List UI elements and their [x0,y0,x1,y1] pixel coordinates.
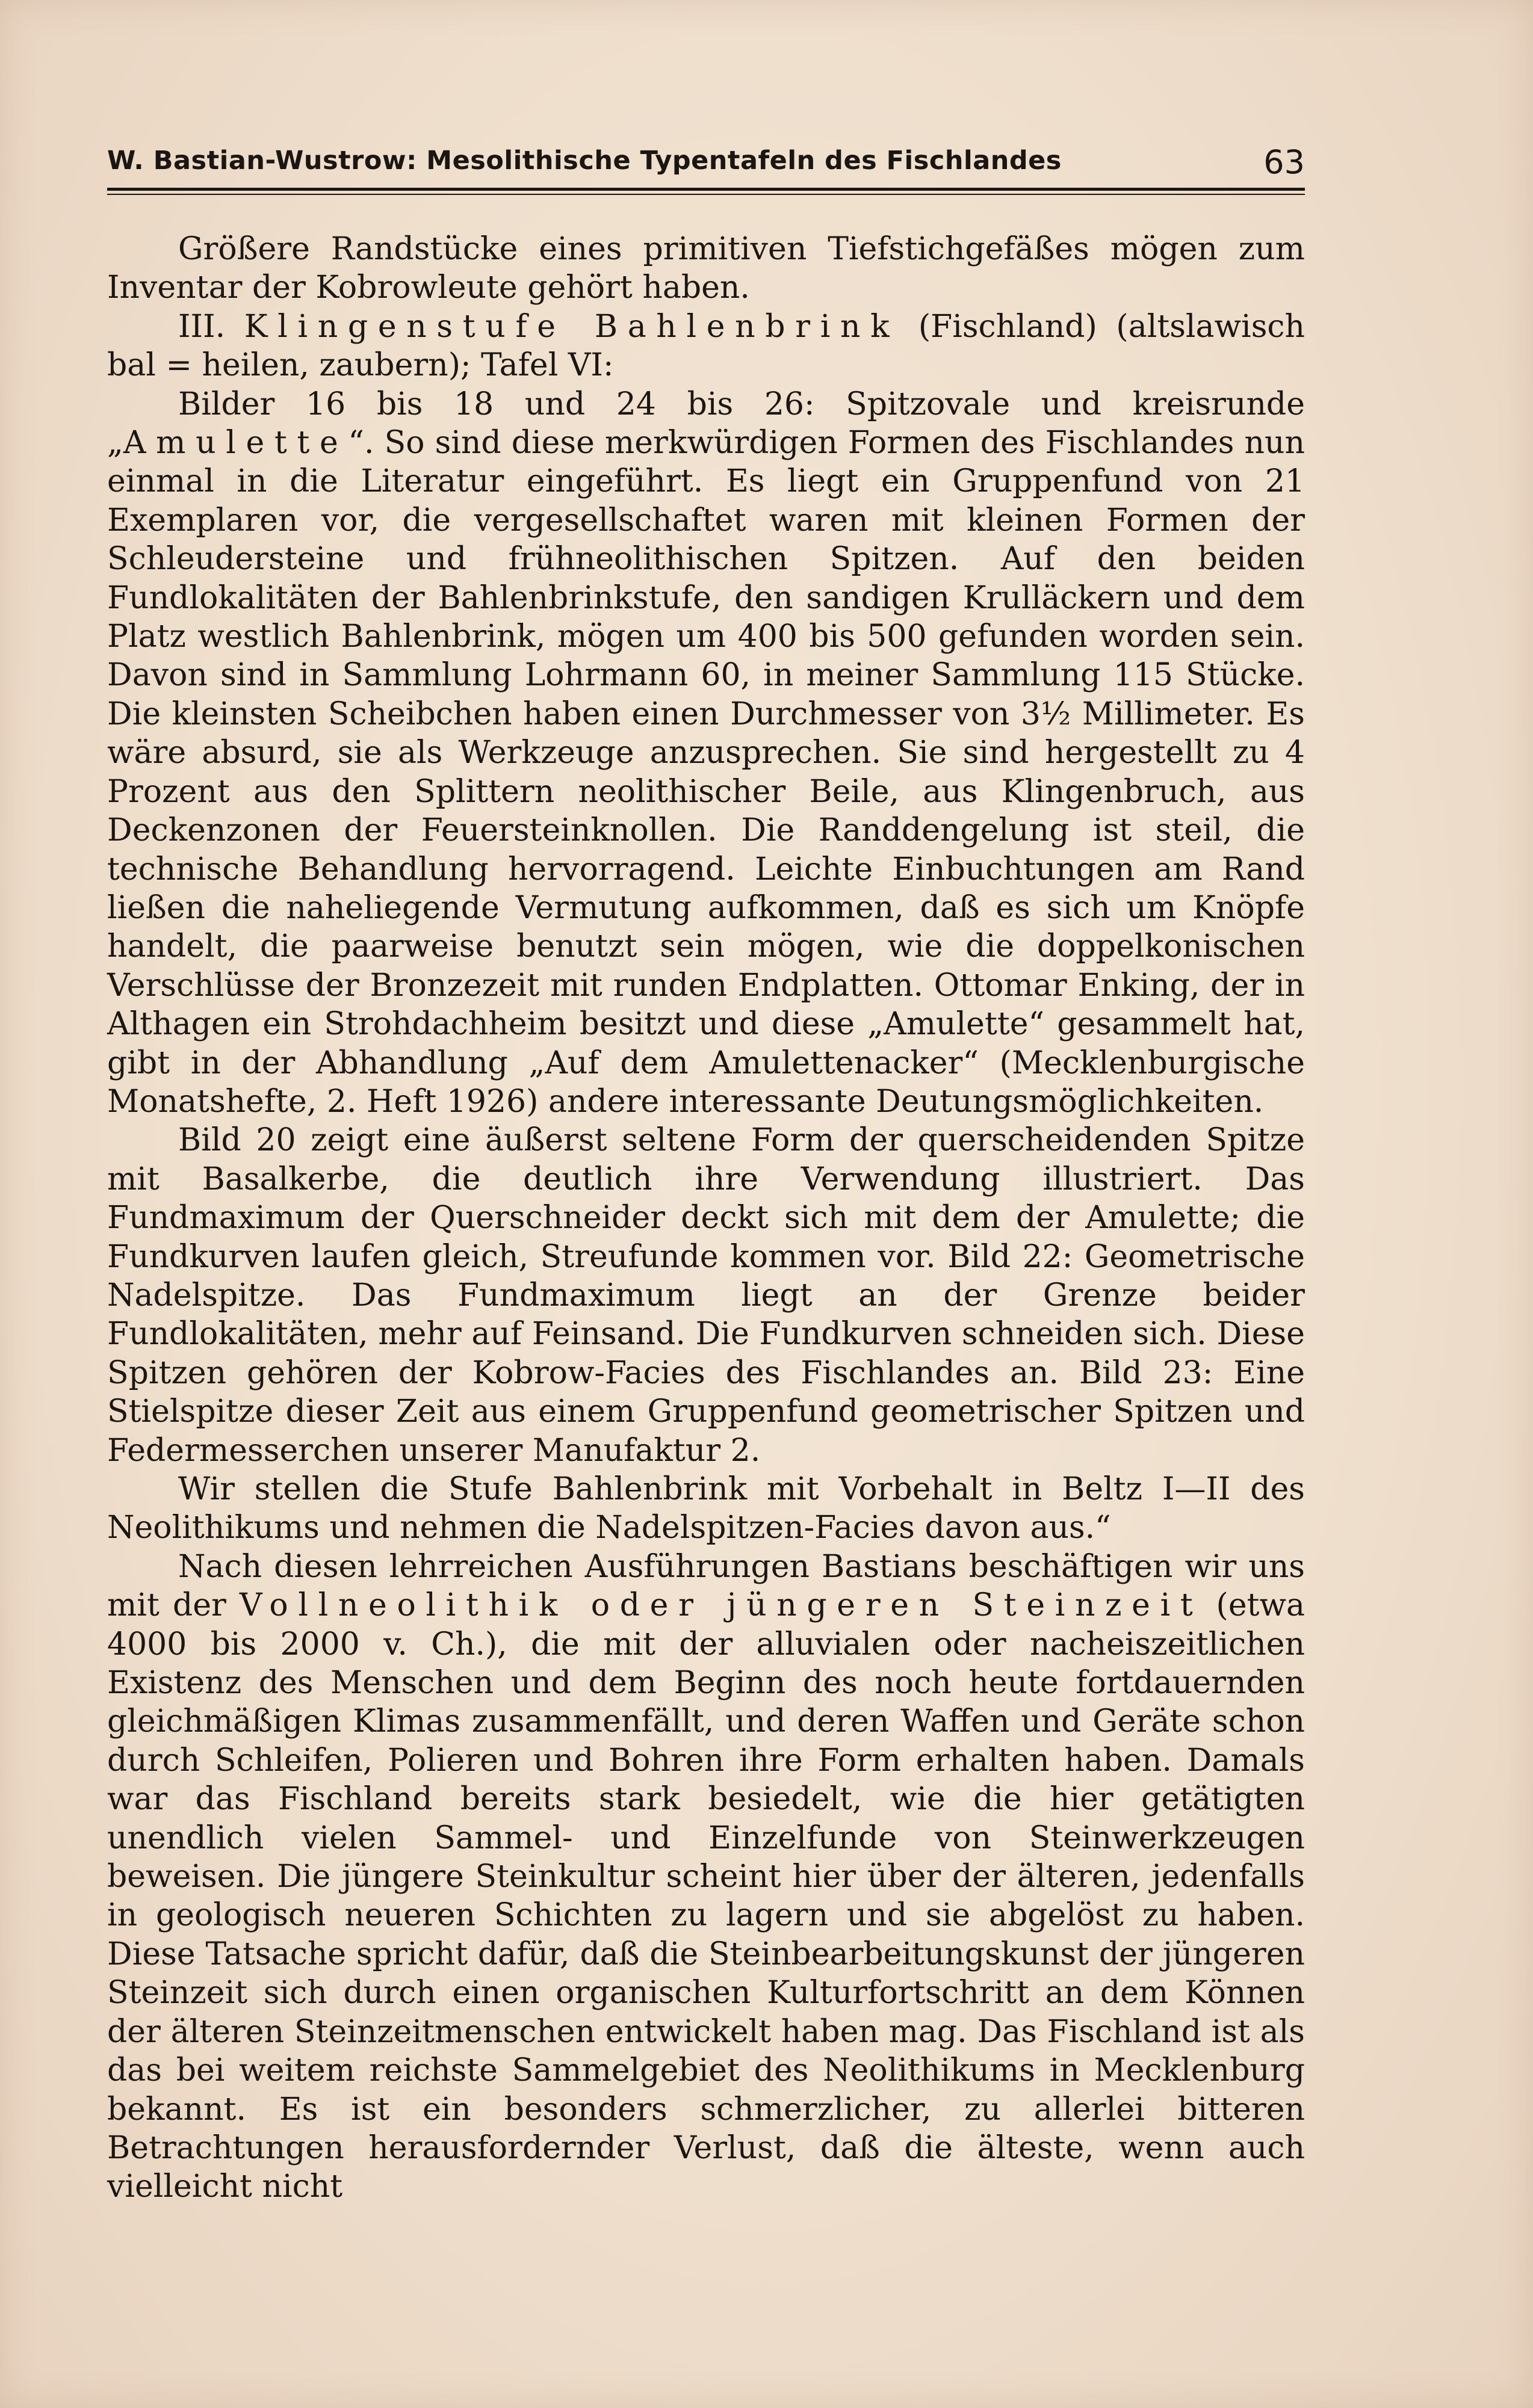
page-number: 63 [1263,143,1305,181]
header-rule-thin [107,194,1305,195]
paragraph-vollneolithik-start: Nach diesen lehrreichen Ausführungen Bastians beschäftigen wir uns mit der [107,1548,1305,1624]
section-number: III. [178,308,244,345]
page-header [107,140,1305,195]
paragraph-amulette-rest: “. So sind diese merkwürdigen Formen des Fischlandes nun einmal in die Literatur eingeführt. Es liegt ein Gruppenfund von 21 Exemplaren vor, die vergesellschaftet waren mit kleinen Formen der Schleudersteine und frühneolithischen Spitzen. Auf den beiden Fundlokalitäten der Bahlenbrinkstufe, den sandigen Krulläckern und dem Platz westlich Bahlenbrink, mögen um 400 bis 500 gefunden worden sein. Davon sind in Sammlung Lohrmann 60, in meiner Sammlung 115 Stücke. Die kleinsten Scheibchen haben einen Durchmesser von 3½ Millimeter. Es wäre absurd, sie als Werkzeuge anzusprechen. Sie sind hergestellt zu 4 Prozent aus den Splittern neolithischer Beile, aus Klingenbruch, aus Deckenzonen der Feuersteinknollen. Die Randdengelung ist steil, die technische Behandlung hervorragend. Leichte Einbuchtungen am Rand ließen die naheliegende Vermutung aufkommen, daß es sich um Knöpfe handelt, die paarweise benutzt sein mögen, wie die doppelkonischen Verschlüsse der Bronzezeit mit runden Endplatten. Ottomar Enking, der in Althagen ein Strohdachheim besitzt und diese „Amulette“ gesammelt hat, gibt in der Abhandlung „Auf dem Amulettenacker“ (Mecklenburgische Monatshefte, 2. Heft 1926) andere interessante Deutungsmöglichkeiten. [107,425,1305,1120]
paragraph-amulette [107,385,1305,1122]
paragraph-vollneolithik [107,1548,1305,2206]
body-text [107,230,1305,2206]
spaced-term-vollneolithik: Vollneolithik oder jüngeren Steinzeit [240,1587,1203,1624]
paragraph-bild-20: Bild 20 zeigt eine äußerst seltene Form der querscheidenden Spitze mit Basalkerbe, die deutlich ihre Verwendung illustriert. Das Fundmaximum der Querschneider deckt sich mit dem der Amulette; die Fundkurven laufen gleich, Streufunde kommen vor. Bild 22: Geometrische Nadelspitze. Das Fundmaximum liegt an der Grenze beider Fundlokalitäten, mehr auf Feinsand. Die Fundkurven schneiden sich. Diese Spitzen gehören der Kobrow-Facies des Fischlandes an. Bild 23: Eine Stielspitze dieser Zeit aus einem Gruppenfund geometrischer Spitzen und Federmesserchen unserer Manufaktur 2. [107,1122,1305,1469]
paragraph-tiefstich: Größere Randstücke eines primitiven Tiefstichgefäßes mögen zum Inventar der Kobrowleute gehört haben. [107,231,1305,306]
spaced-heading-klingenstufe: Klingenstufe Bahlenbrink [244,308,900,345]
running-head: W. Bastian-Wustrow: Mesolithische Typentafeln des Fischlandes [107,146,1062,176]
paragraph-amulette-start: Bilder 16 bis 18 und 24 bis 26: Spitzovale und kreisrunde „ [107,386,1305,462]
paragraph-klingenstufe-rest: (Fischland) (altslawisch bal = heilen, zaubern); Tafel VI: [107,308,1305,384]
paragraph-vollneolithik-rest: (etwa 4000 bis 2000 v. Ch.), die mit der alluvialen oder nacheiszeitlichen Existenz des Menschen und dem Beginn des noch heute fortdauernden gleichmäßigen Klimas zusammenfällt, und deren Waffen und Geräte schon durch Schleifen, Polieren und Bohren ihre Form erhalten haben. Damals war das Fischland bereits stark besiedelt, wie die hier getätigten unendlich vielen Sammel- und Einzelfunde von Steinwerkzeugen beweisen. Die jüngere Steinkultur scheint hier über der älteren, jedenfalls in geologisch neueren Schichten zu lagern und sie abgelöst zu haben. Diese Tatsache spricht dafür, daß die Steinbearbeitungskunst der jüngeren Steinzeit sich durch einen organischen Kulturfortschritt an dem Können der älteren Steinzeitmenschen entwickelt haben mag. Das Fischland ist als das bei weitem reichste Sammelgebiet des Neolithikums in Mecklenburg bekannt. Es ist ein besonders schmerzlicher, zu allerlei bitteren Betrachtungen herausfordernder Verlust, daß die älteste, wenn auch vielleicht nicht [107,1587,1305,2205]
paragraph-stufe-bahlenbrink: Wir stellen die Stufe Bahlenbrink mit Vorbehalt in Beltz I—II des Neolithikums und nehmen die Nadelspitzen-Facies davon aus.“ [107,1471,1305,1546]
paragraph-klingenstufe [107,307,1305,385]
header-rule-thick [107,188,1305,191]
spaced-term-amulette: Amulette [123,425,348,462]
